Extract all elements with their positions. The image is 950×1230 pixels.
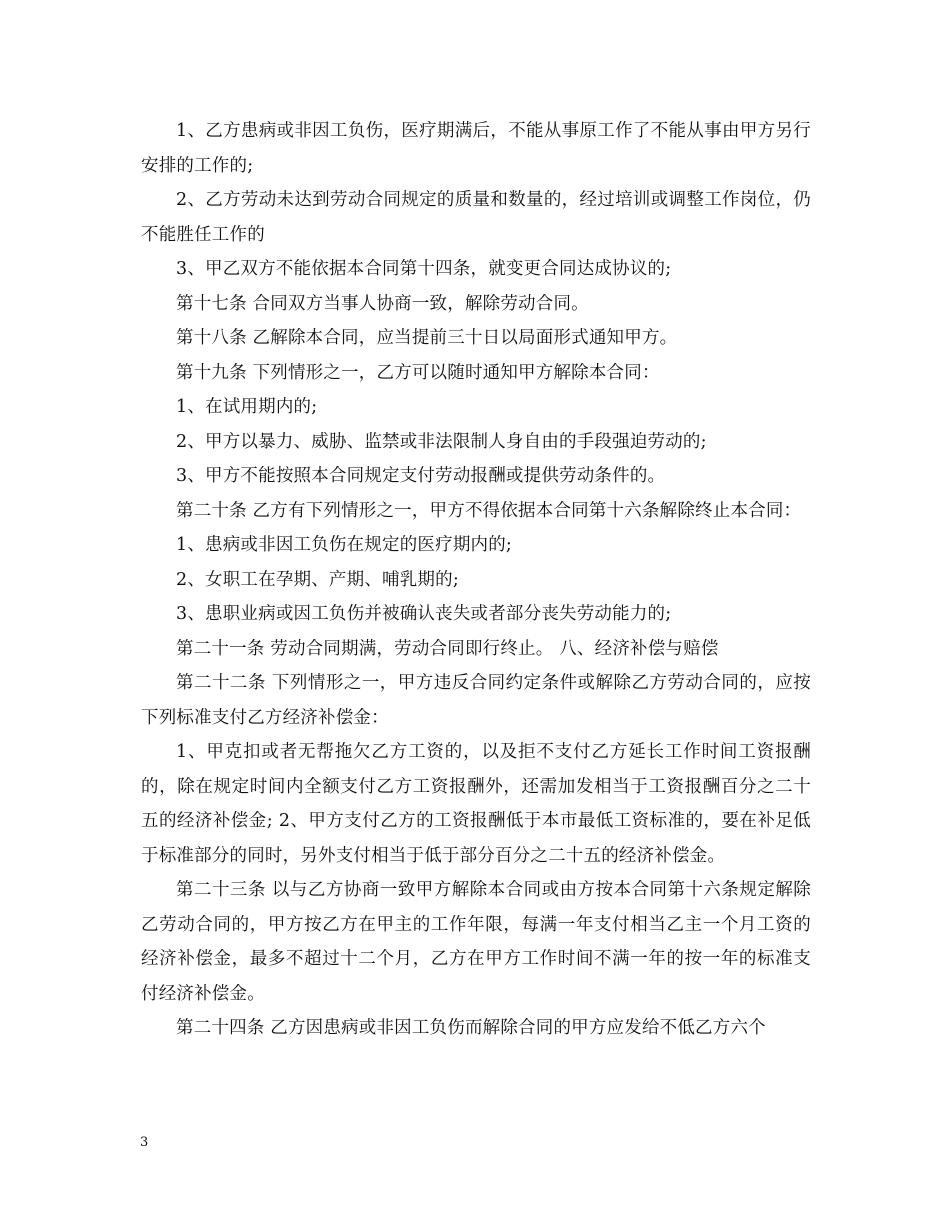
paragraph: 2、甲方以暴力、威胁、监禁或非法限制人身自由的手段强迫劳动的; [176, 431, 707, 452]
paragraph: 1、甲克扣或者无帮拖欠乙方工资的，以及拒不支付乙方延长工作时间工资报酬的，除在规定时间内全额支付乙方工资报酬外，还需加发相当于工资报酬百分之二十五的经济补偿金; 2、甲方支付乙方的工资报酬低于本市最低工资标准的，要在补足低于标准部分的同时，另外支付相当于低于部分百分之二十五的经济补偿金。 [141, 742, 811, 866]
paragraph: 2、女职工在孕期、产期、哺乳期的; [176, 569, 459, 590]
paragraph: 1、患病或非因工负伤在规定的医疗期内的; [176, 535, 513, 555]
paragraph: 1、乙方患病或非因工负伤，医疗期满后，不能从事原工作了不能从事由甲方另行安排的工作的; [141, 121, 811, 176]
paragraph: 第二十一条 劳动合同期满，劳动合同即行终止。 八、经济补偿与赔偿 [176, 638, 719, 659]
page-number: 3 [140, 1135, 149, 1150]
paragraph: 3、甲方不能按照本合同规定支付劳动报酬或提供劳动条件的。 [176, 466, 666, 486]
paragraph: 第十七条 合同双方当事人协商一致，解除劳动合同。 [176, 293, 589, 314]
paragraph: 第二十二条 下列情形之一，甲方违反合同约定条件或解除乙方劳动合同的，应按下列标准支付乙方经济补偿金： [141, 673, 811, 728]
paragraph: 1、在试用期内的; [176, 397, 318, 417]
paragraph: 第十八条 乙解除本合同，应当提前三十日以局面形式通知甲方。 [176, 328, 678, 348]
paragraph: 3、甲乙双方不能依据本合同第十四条，就变更合同达成协议的; [176, 259, 672, 279]
paragraph: 2、乙方劳动未达到劳动合同规定的质量和数量的，经过培训或调整工作岗位，仍不能胜任工作的 [141, 190, 811, 245]
paragraph: 第二十条 乙方有下列情形之一，甲方不得依据本合同第十六条解除终止本合同： [176, 500, 802, 521]
paragraph: 第二十三条 以与乙方协商一致甲方解除本合同或由方按本合同第十六条规定解除乙劳动合同的，甲方按乙方在甲主的工作年限，每满一年支付相当乙主一个月工资的经济补偿金，最多不超过十二个月，乙方在甲方工作时间不满一年的按一年的标准支付经济补偿金。 [141, 880, 811, 1004]
paragraph: 3、患职业病或因工负伤并被确认丧失或者部分丧失劳动能力的; [176, 604, 672, 624]
document-body [141, 114, 811, 1046]
paragraph: 第二十四条 乙方因患病或非因工负伤而解除合同的甲方应发给不低乙方六个 [176, 1018, 766, 1038]
paragraph: 第十九条 下列情形之一，乙方可以随时通知甲方解除本合同： [176, 362, 660, 383]
